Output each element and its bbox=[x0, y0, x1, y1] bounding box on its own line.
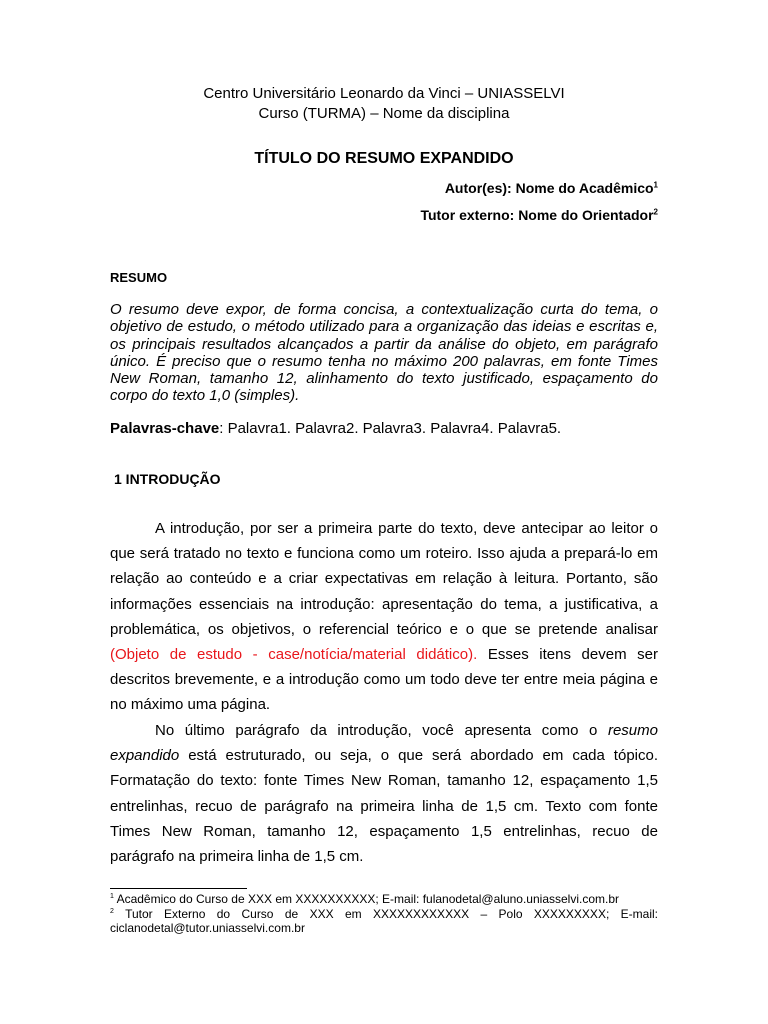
footnote-2-text: Tutor Externo do Curso de XXX em XXXXXXXXXXXX – Polo XXXXXXXXX; E-mail: ciclanodetal@tutor.uniasselvi.com.br bbox=[110, 906, 658, 935]
footnote-2-mark: 2 bbox=[110, 907, 114, 915]
author-name: Autor(es): Nome do Acadêmico bbox=[444, 180, 654, 196]
footnote-1-text: Acadêmico do Curso de XXX em XXXXXXXXXX; E-mail: fulanodetal@aluno.uniasselvi.com.br bbox=[113, 892, 620, 906]
resumo-body: O resumo deve expor, de forma concisa, a contextualização curta do tema, o objetivo de estudo, o método utilizado para a organização das ideias e escritas e, os principais resultados alcançados a partir da análise do objeto, em parágrafo único. É preciso que o resumo tenha no máximo 200 palavras, em fonte Times New Roman, tamanho 12, alinhamento do texto justificado, espaçamento do corpo do texto 1,0 (simples). bbox=[110, 301, 658, 405]
author-line bbox=[110, 178, 658, 198]
p2-text-after: está estruturado, ou seja, o que será abordado em cada tópico. Formatação do texto: fonte Times New Roman, tamanho 12, espaçamento 1,5 entrelinhas, recuo de parágrafo na primeira linha de 1,5 cm. Texto com fonte Times New Roman, tamanho 12, espaçamento 1,5 entrelinhas, recuo de parágrafo na primeira linha de 1,5 cm. bbox=[110, 747, 658, 866]
footnote-2 bbox=[110, 907, 658, 936]
tutor-footnote-mark: 2 bbox=[653, 207, 658, 217]
p1-highlight-text: (Objeto de estudo - case/notícia/material didático). bbox=[110, 646, 478, 664]
institution-name: Centro Universitário Leonardo da Vinci – UNIASSELVI bbox=[203, 85, 565, 102]
keywords-line bbox=[110, 419, 658, 439]
introduction-heading: 1 INTRODUÇÃO bbox=[114, 471, 221, 487]
footnote-1 bbox=[110, 892, 658, 907]
author-footnote-mark: 1 bbox=[653, 180, 658, 190]
keywords-values: : Palavra1. Palavra2. Palavra3. Palavra4. Palavra5. bbox=[219, 420, 562, 437]
introduction-paragraph-2 bbox=[110, 718, 658, 869]
p2-text-before: No último parágrafo da introdução, você apresenta como o bbox=[155, 722, 608, 739]
footnote-1-mark: 1 bbox=[110, 893, 114, 900]
document-title: TÍTULO DO RESUMO EXPANDIDO bbox=[254, 150, 514, 167]
footnotes bbox=[110, 892, 658, 936]
p1-text-after: Esses itens devem ser descritos brevemente, e a introdução como um todo deve ter entre meia página e no máximo uma página. bbox=[110, 646, 659, 714]
p1-text-before: A introdução, por ser a primeira parte do texto, deve antecipar ao leitor o que será tratado no texto e funciona como um roteiro. Isso ajuda a prepará-lo em relação ao conteúdo e a criar expectativas em relação à leitura. Portanto, são informações essenciais na introdução: apresentação do tema, a justificativa, a problemática, os objetivos, o referencial teórico e o que se pretende analisar bbox=[110, 520, 658, 638]
keywords-label: Palavras-chave bbox=[110, 420, 220, 437]
resumo-heading: RESUMO bbox=[110, 270, 168, 285]
document-page bbox=[110, 0, 658, 1024]
introduction-paragraph-1 bbox=[110, 516, 658, 718]
p2-italic-text: resumo expandido bbox=[110, 722, 658, 765]
course-name: Curso (TURMA) – Nome da disciplina bbox=[258, 105, 510, 122]
footnote-separator bbox=[110, 888, 247, 889]
tutor-line bbox=[110, 205, 658, 225]
document-header bbox=[110, 84, 658, 124]
tutor-name: Tutor externo: Nome do Orientador bbox=[420, 207, 654, 223]
